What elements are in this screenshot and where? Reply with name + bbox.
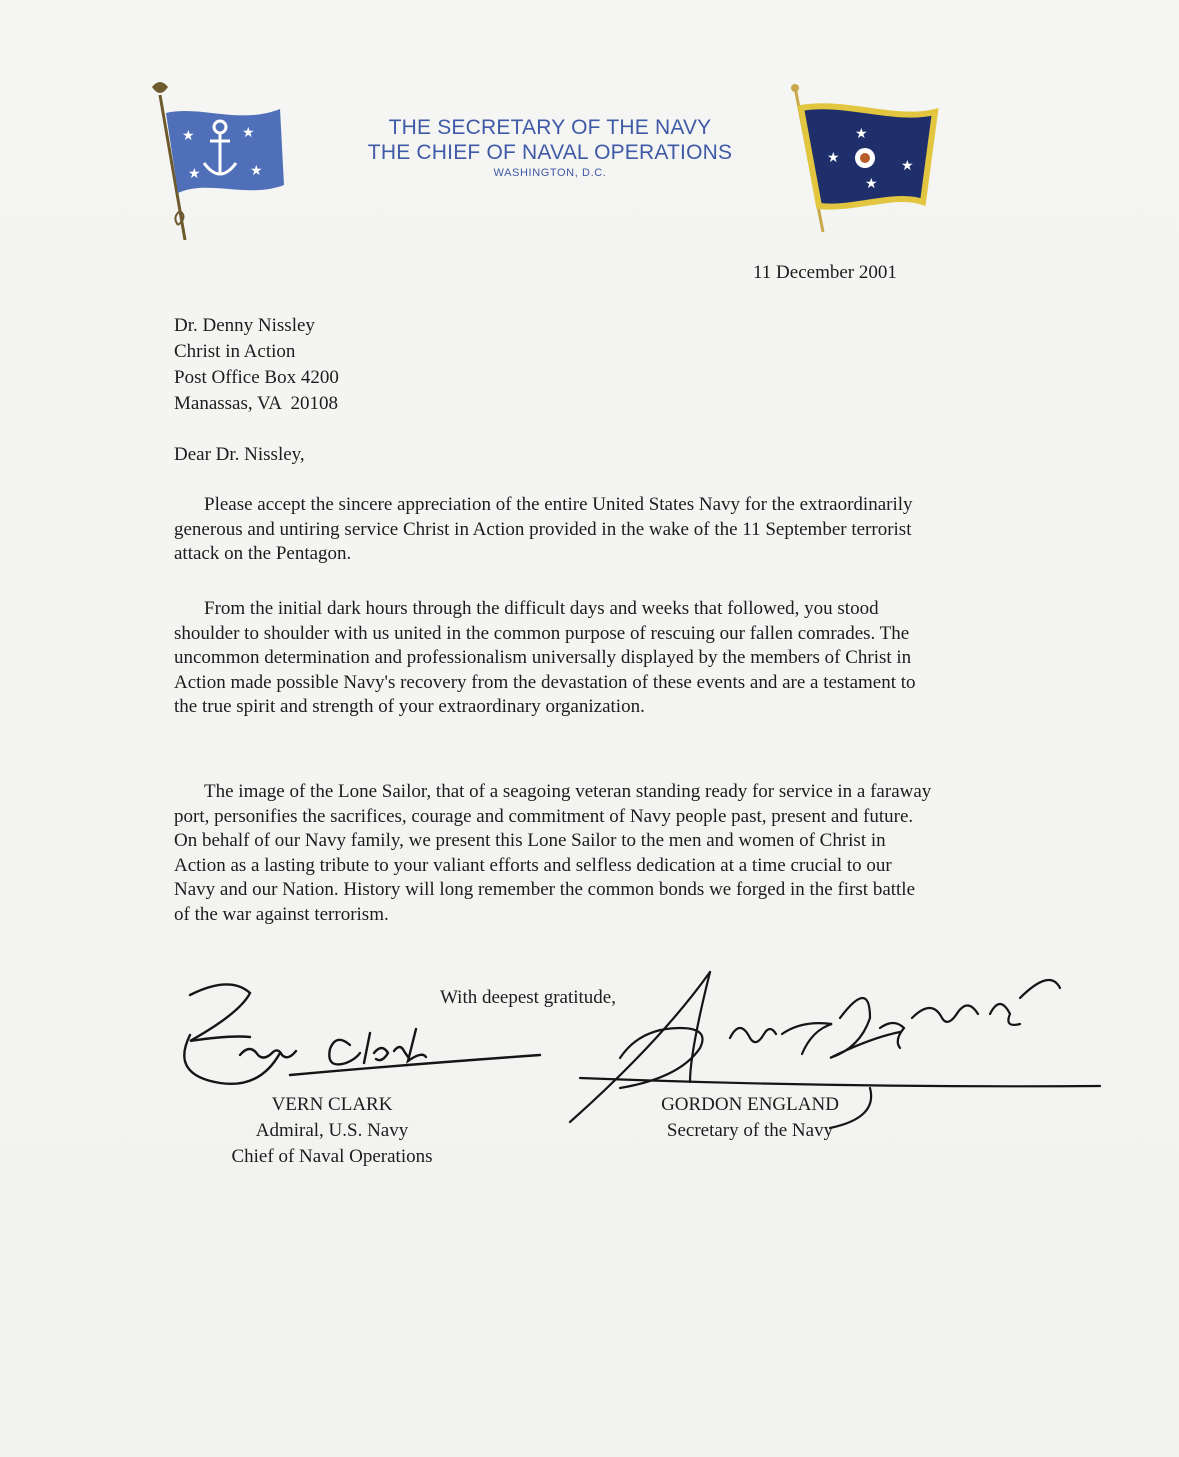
letterhead-secnav: THE SECRETARY OF THE NAVY bbox=[388, 116, 712, 139]
vern-clark-signature bbox=[170, 975, 550, 1105]
signatory-title-clark: Chief of Naval Operations bbox=[231, 1146, 433, 1167]
svg-text:★: ★ bbox=[188, 166, 201, 182]
svg-text:★: ★ bbox=[242, 125, 255, 141]
body-paragraph-1 bbox=[174, 493, 934, 567]
svg-text:★: ★ bbox=[865, 176, 878, 192]
signatory-rank-clark: Admiral, U.S. Navy bbox=[255, 1120, 409, 1141]
svg-text:★: ★ bbox=[250, 163, 263, 179]
salutation: Dear Dr. Nissley, bbox=[174, 444, 305, 465]
signatory-name-clark: VERN CLARK bbox=[271, 1094, 393, 1115]
signature-block-england bbox=[620, 1092, 880, 1144]
signatory-name-england: GORDON ENGLAND bbox=[661, 1094, 839, 1115]
svg-text:★: ★ bbox=[901, 158, 914, 174]
body-paragraph-2 bbox=[174, 597, 934, 720]
svg-text:★: ★ bbox=[827, 150, 840, 166]
recipient-address-line2: Manassas, VA 20108 bbox=[174, 393, 338, 414]
letter-date: 11 December 2001 bbox=[753, 262, 897, 283]
signatory-title-england: Secretary of the Navy bbox=[666, 1120, 834, 1141]
cno-flag-icon bbox=[785, 82, 955, 242]
body-paragraph-3-text: The image of the Lone Sailor, that of a seagoing veteran standing ready for service in a faraway port, personifies the sacrifices, courage and commitment of Navy people past, present and future. On behalf of our Navy family, we present this Lone Sailor to the men and women of Christ in Action as a lasting tribute to your valiant efforts and selfless dedication at a time crucial to our Navy and our Nation. History will long remember the common bonds we forged in the first battle of the war against terrorism. bbox=[174, 781, 932, 925]
svg-text:★: ★ bbox=[855, 126, 868, 142]
letterhead-cno: THE CHIEF OF NAVAL OPERATIONS bbox=[367, 141, 733, 164]
svg-text:★: ★ bbox=[182, 128, 195, 144]
recipient-address bbox=[174, 313, 339, 417]
letterhead-location: WASHINGTON, D.C. bbox=[493, 167, 607, 179]
body-paragraph-3 bbox=[174, 780, 934, 927]
body-paragraph-2-text: From the initial dark hours through the difficult days and weeks that followed, you stood shoulder to shoulder with us united in the common purpose of rescuing our fallen comrades. The uncommon determination and professionalism universally displayed by the members of Christ in Action made possible Navy's recovery from the devastation of these events and are a testament to the true spirit and strength of your extraordinary organization. bbox=[174, 598, 916, 717]
secnav-flag-icon bbox=[130, 75, 300, 245]
recipient-name: Dr. Denny Nissley bbox=[174, 315, 315, 336]
body-paragraph-1-text: Please accept the sincere appreciation of the entire United States Navy for the extraordinarily generous and untiring service Christ in Action provided in the wake of the 11 September terrorist attack on the Pentagon. bbox=[174, 494, 913, 564]
closing: With deepest gratitude, bbox=[440, 987, 616, 1008]
letterhead bbox=[300, 115, 800, 181]
recipient-organization: Christ in Action bbox=[174, 341, 296, 362]
recipient-address-line1: Post Office Box 4200 bbox=[174, 367, 339, 388]
signature-block-clark bbox=[192, 1092, 472, 1170]
